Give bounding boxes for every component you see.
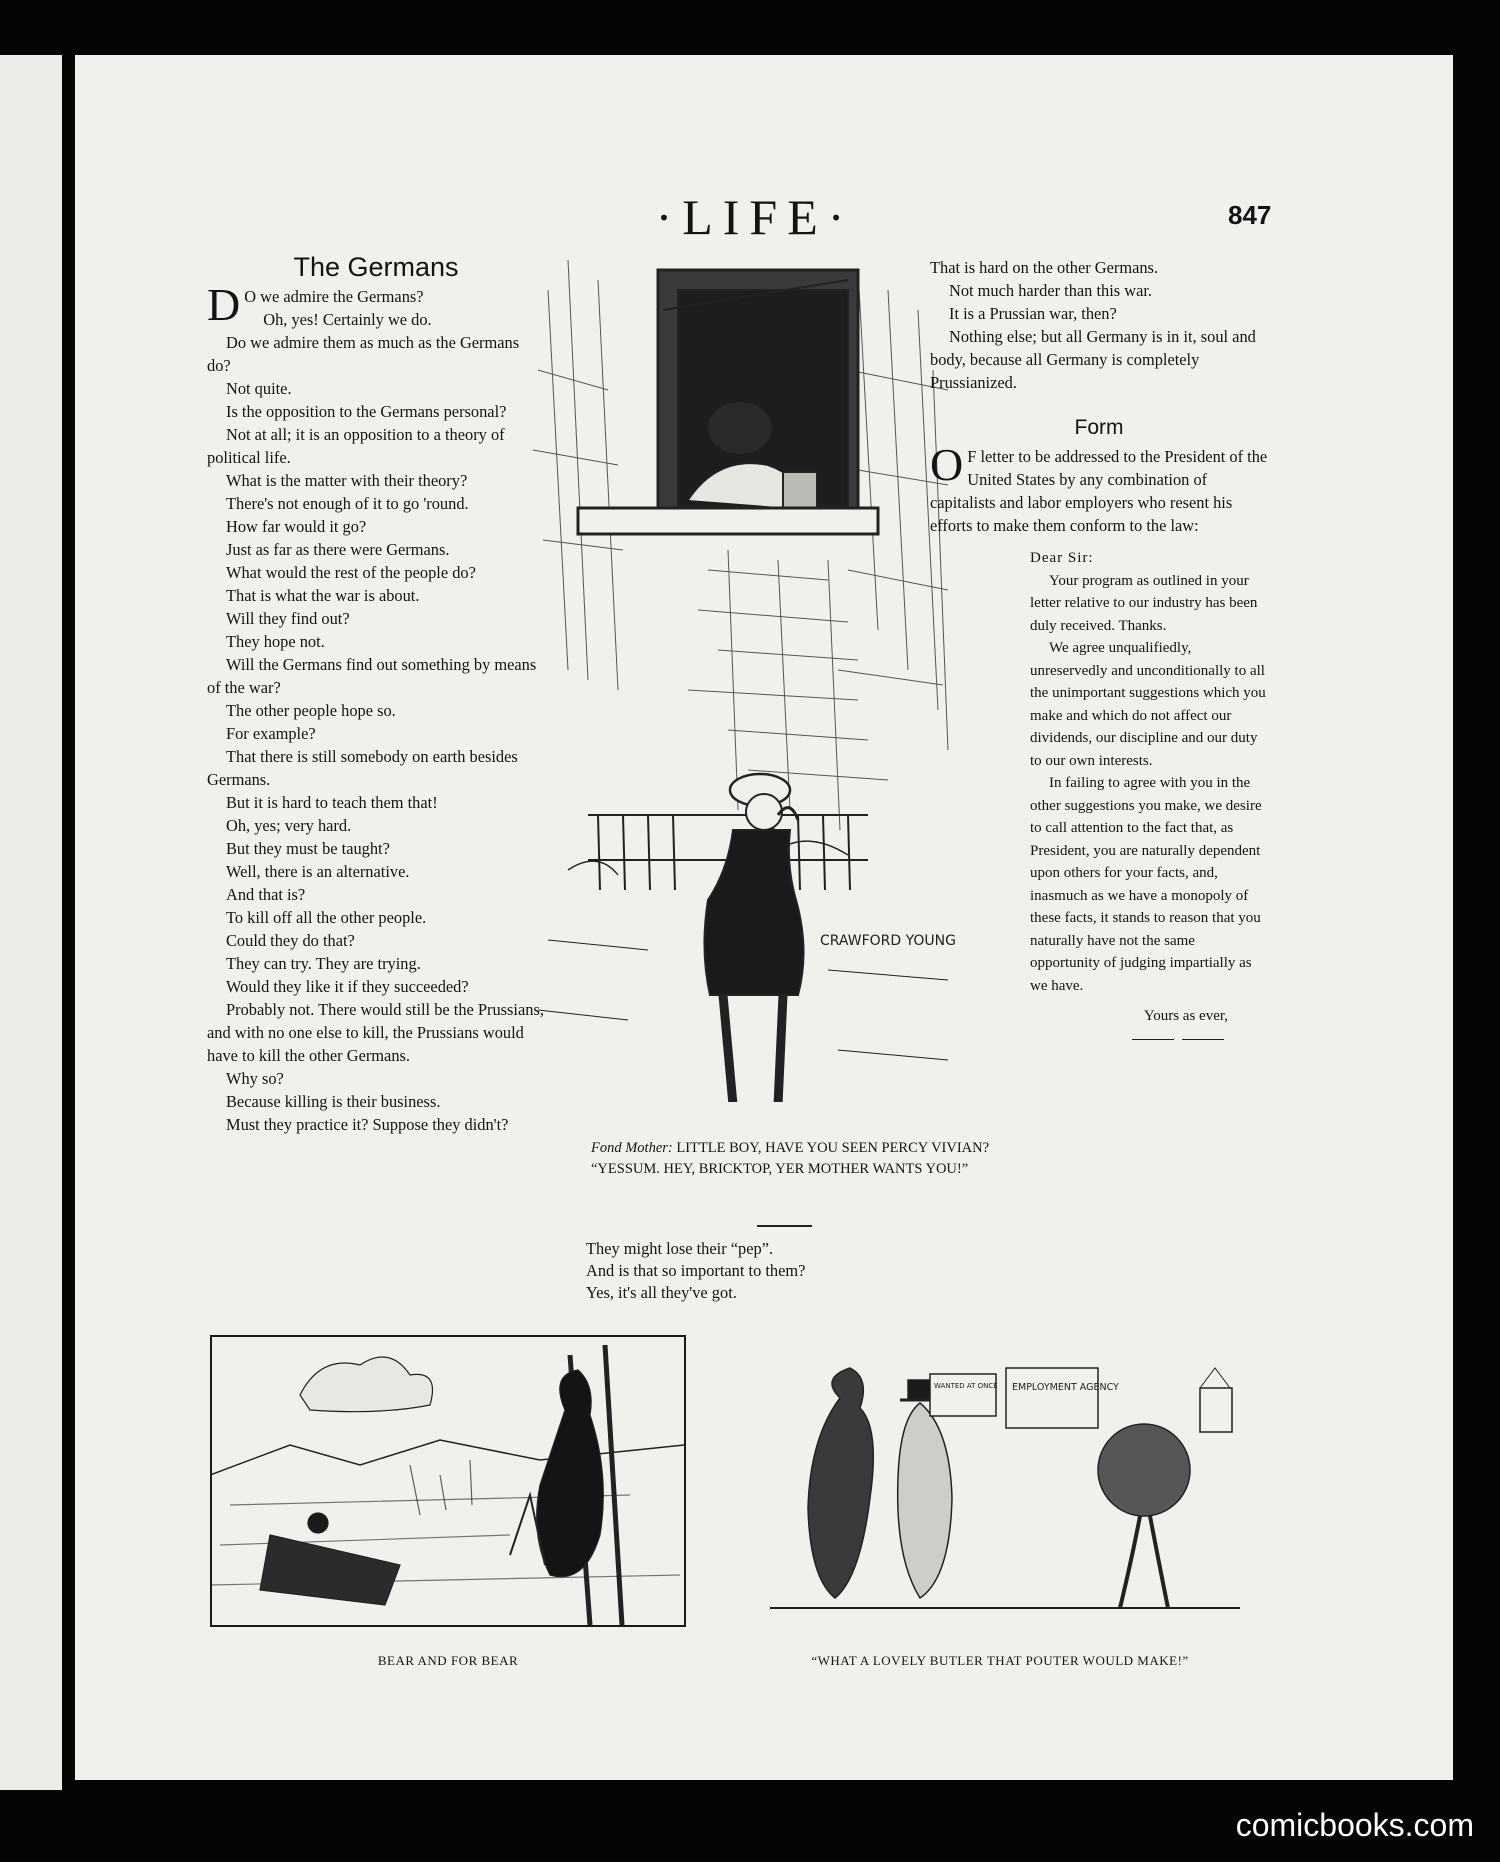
germans-paragraph: What would the rest of the people do? <box>226 563 476 582</box>
germans-right-column <box>930 256 1268 1050</box>
bear-caption: BEAR AND FOR BEAR <box>377 1653 519 1668</box>
continuation-line-1: They might lose their “pep”. <box>586 1239 774 1258</box>
germans-paragraph: Would they like it if they succeeded? <box>226 977 469 996</box>
germans-paragraph: Could they do that? <box>226 931 355 950</box>
germans-paragraph: They can try. They are trying. <box>226 954 421 973</box>
dropcap-o: O <box>930 439 964 490</box>
germans-paragraph: Why so? <box>226 1069 284 1088</box>
birds-sign-wanted: WANTED AT ONCE <box>934 1382 998 1390</box>
caption-line-1: LITTLE BOY, HAVE YOU SEEN PERCY VIVIAN? <box>676 1140 990 1156</box>
form-intro: F letter to be addressed to the President of the United States by any combination of capitalists and labor employers who resent his efforts to make them conform to the law: <box>930 447 1268 535</box>
germans-paragraph: That is what the war is about. <box>226 586 420 605</box>
letter-paragraph-1: Your program as outlined in your letter relative to our industry has been duly received. Thanks. <box>1030 572 1258 634</box>
left-page-strip <box>0 55 62 1790</box>
right-line-4: Nothing else; but all Germany is in it, soul and body, because all Germany is completely Prussianized. <box>930 327 1256 392</box>
germans-paragraph: How far would it go? <box>226 517 367 536</box>
germans-continuation <box>586 1238 916 1304</box>
germans-paragraph: Not at all; it is an opposition to a theory of political life. <box>207 425 505 467</box>
germans-paragraph: Oh, yes; very hard. <box>226 816 352 835</box>
germans-paragraph: Just as far as there were Germans. <box>226 540 450 559</box>
continuation-line-2: And is that so important to them? <box>586 1261 806 1280</box>
caption-speaker: Fond Mother: <box>591 1140 673 1156</box>
window-cartoon <box>528 250 960 1102</box>
germans-paragraph: The other people hope so. <box>226 701 396 720</box>
germans-paragraph: But they must be taught? <box>226 839 390 858</box>
germans-paragraph: They hope not. <box>226 632 325 651</box>
letter-salutation: Dear Sir: <box>1030 550 1094 566</box>
cartoon-signature: CRAWFORD YOUNG <box>820 933 956 949</box>
letter-closing: Yours as ever, <box>1143 1008 1228 1024</box>
germans-paragraph: Must they practice it? Suppose they didn't? <box>226 1115 509 1134</box>
germans-paragraph: Because killing is their business. <box>226 1092 441 1111</box>
birds-cartoon <box>760 1358 1240 1620</box>
germans-paragraph: There's not enough of it to go 'round. <box>226 494 469 513</box>
bear-cartoon <box>210 1335 686 1627</box>
germans-paragraph: And that is? <box>226 885 306 904</box>
germans-paragraph: What is the matter with their theory? <box>226 471 468 490</box>
germans-paragraph: But it is hard to teach them that! <box>226 793 438 812</box>
germans-paragraphs <box>207 308 545 1136</box>
first-line: O we admire the Germans? <box>244 287 424 306</box>
caption-line-2: “YESSUM. HEY, BRICKTOP, YER MOTHER WANTS YOU!” <box>591 1161 969 1177</box>
germans-paragraph: That there is still somebody on earth besides Germans. <box>207 747 518 789</box>
right-line-2: Not much harder than this war. <box>949 281 1153 300</box>
birds-sign-title: EMPLOYMENT AGENCY <box>1012 1382 1119 1393</box>
germans-paragraph: Well, there is an alternative. <box>226 862 410 881</box>
dropcap-d: D <box>207 279 241 330</box>
window-cartoon-caption <box>572 1138 1012 1180</box>
germans-paragraph: Do we admire them as much as the Germans do? <box>207 333 520 375</box>
magazine-title: ·LIFE· <box>655 189 855 245</box>
right-line-1: That is hard on the other Germans. <box>930 258 1159 277</box>
article-germans <box>207 252 545 1136</box>
germans-paragraph: Oh, yes! Certainly we do. <box>263 310 432 329</box>
letter-paragraph-3: In failing to agree with you in the other suggestions you make, we desire to call attention to the fact that, as President, you are naturally dependent upon others for your facts, and, inasmuch as we have a monopoly of these facts, it stands to reason that you naturally have not the same opportunity of judging impartially as we have. <box>1030 775 1262 994</box>
germans-paragraph: For example? <box>226 724 316 743</box>
germans-paragraph: To kill off all the other people. <box>226 908 427 927</box>
article-form-title: Form <box>1074 416 1124 439</box>
letter-paragraph-2: We agree unqualifiedly, unreservedly and unconditionally to all the unimportant suggestions which you make and which do not affect our dividends, our discipline and our duty to our own interests. <box>1030 640 1266 769</box>
germans-paragraph: Is the opposition to the Germans personal? <box>226 402 507 421</box>
germans-paragraph: Will the Germans find out something by means of the war? <box>207 655 537 697</box>
continuation-line-3: Yes, it's all they've got. <box>586 1283 737 1302</box>
article-germans-title: The Germans <box>293 252 459 282</box>
right-line-3: It is a Prussian war, then? <box>949 304 1117 323</box>
caption-divider <box>757 1225 812 1227</box>
closing-lines <box>1030 1028 1268 1051</box>
germans-paragraph: Not quite. <box>226 379 292 398</box>
page-number: 847 <box>1228 200 1272 230</box>
watermark: comicbooks.com <box>1235 1807 1474 1843</box>
germans-paragraph: Probably not. There would still be the Prussians, and with no one else to kill, the Prussians would have to kill the other Germans. <box>207 1000 544 1065</box>
birds-caption: “WHAT A LOVELY BUTLER THAT POUTER WOULD MAKE!” <box>811 1653 1189 1668</box>
germans-paragraph: Will they find out? <box>226 609 350 628</box>
